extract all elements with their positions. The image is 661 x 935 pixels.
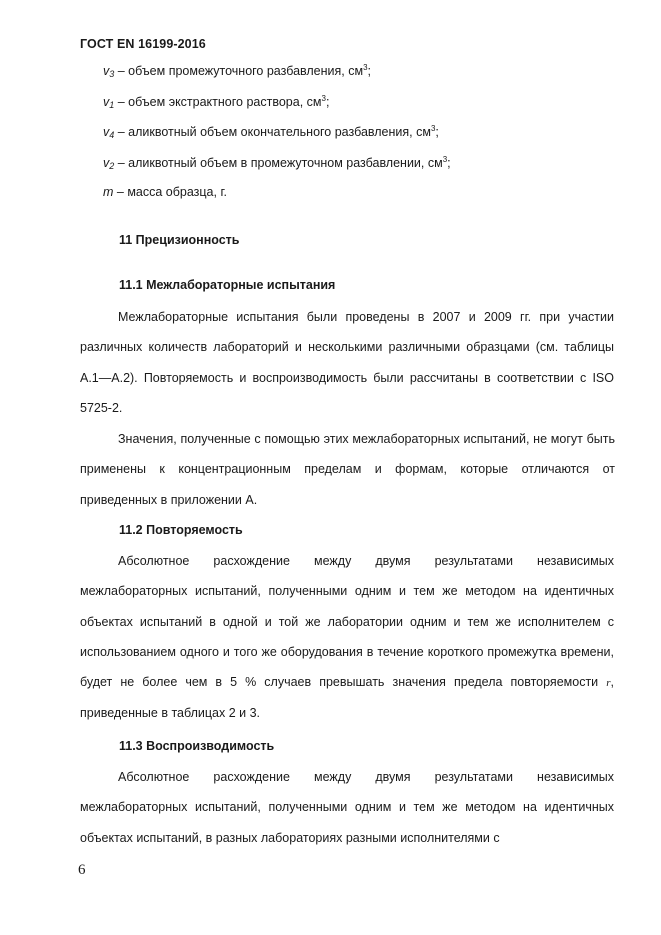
variable-v3 xyxy=(103,63,371,79)
variable-tail: ; xyxy=(435,125,439,139)
unit-power: 3 xyxy=(321,94,326,103)
variable-tail: ; xyxy=(325,95,330,109)
paragraph-repeatability xyxy=(80,546,614,729)
repeatability-symbol: r xyxy=(606,677,611,690)
variable-description: – объем промежуточного разбавления, см xyxy=(114,64,364,78)
variable-symbol: v xyxy=(103,156,110,170)
variable-tail: ; xyxy=(447,156,451,170)
repeatability-tail: , приведенные в таблицах 2 и 3. xyxy=(80,675,614,721)
subsection-heading-repeatability: 11.2 Повторяемость xyxy=(119,523,243,537)
paragraph-interlab-2: Значения, полученные с помощью этих межлабораторных испытаний, не могут быть применены к концентрационным пределам и формам, которые отличаются от приведенных в приложении А. xyxy=(80,432,615,507)
variable-subscript: 1 xyxy=(109,100,115,110)
variable-m xyxy=(103,185,227,199)
variable-description: – аликвотный объем в промежуточном разбавлении, см xyxy=(114,156,443,170)
variable-subscript: 2 xyxy=(109,161,115,171)
variable-v2 xyxy=(103,155,451,171)
variable-v4 xyxy=(103,124,439,140)
subsection-heading-interlab: 11.1 Межлабораторные испытания xyxy=(119,278,336,292)
variable-description: – объем экстрактного раствора, см xyxy=(114,95,322,109)
variable-description: – аликвотный объем окончательного разбавления, см xyxy=(114,125,431,139)
subsection-heading-reproducibility: 11.3 Воспроизводимость xyxy=(119,739,275,753)
variable-v1 xyxy=(103,94,329,110)
variable-description: – масса образца, г. xyxy=(113,185,227,199)
variable-symbol: m xyxy=(103,185,114,199)
unit-power: 3 xyxy=(442,155,448,164)
unit-power: 3 xyxy=(430,124,436,133)
variable-subscript: 4 xyxy=(109,130,115,140)
repeatability-text: Абсолютное расхождение между двумя результатами независимых межлабораторных испытаний, полученными одним и тем же методом на идентичных объектах испытаний в одной и той же лаборатории одним и тем же исполнителем с использованием одного и того же оборудования в течение короткого промежутка времени, будет не более чем в 5 % случаев превышать значения предела повторяемости xyxy=(80,554,614,690)
section-heading-precision: 11 Прецизионность xyxy=(119,233,240,247)
paragraph-reproducibility: Абсолютное расхождение между двумя результатами независимых межлабораторных испытаний, полученными одним и тем же методом на идентичных объектах испытаний, в разных лабораториях разными исполнителями с xyxy=(80,770,614,845)
variable-subscript: 3 xyxy=(109,69,115,79)
variable-symbol: v xyxy=(103,64,110,78)
standard-header: ГОСТ EN 16199-2016 xyxy=(80,37,206,51)
variable-symbol: v xyxy=(103,125,110,139)
variable-tail: ; xyxy=(367,64,372,78)
variable-symbol: v xyxy=(103,95,110,109)
unit-power: 3 xyxy=(363,63,368,72)
page-number: 6 xyxy=(78,862,86,878)
paragraph-interlab-1: Межлабораторные испытания были проведены в 2007 и 2009 гг. при участии различных количеств лабораторий и несколькими различными образцами (см. таблицы А.1—А.2). Повторяемость и воспроизводимость были рассчитаны в соответствии с ISO 5725-2. xyxy=(80,310,614,415)
